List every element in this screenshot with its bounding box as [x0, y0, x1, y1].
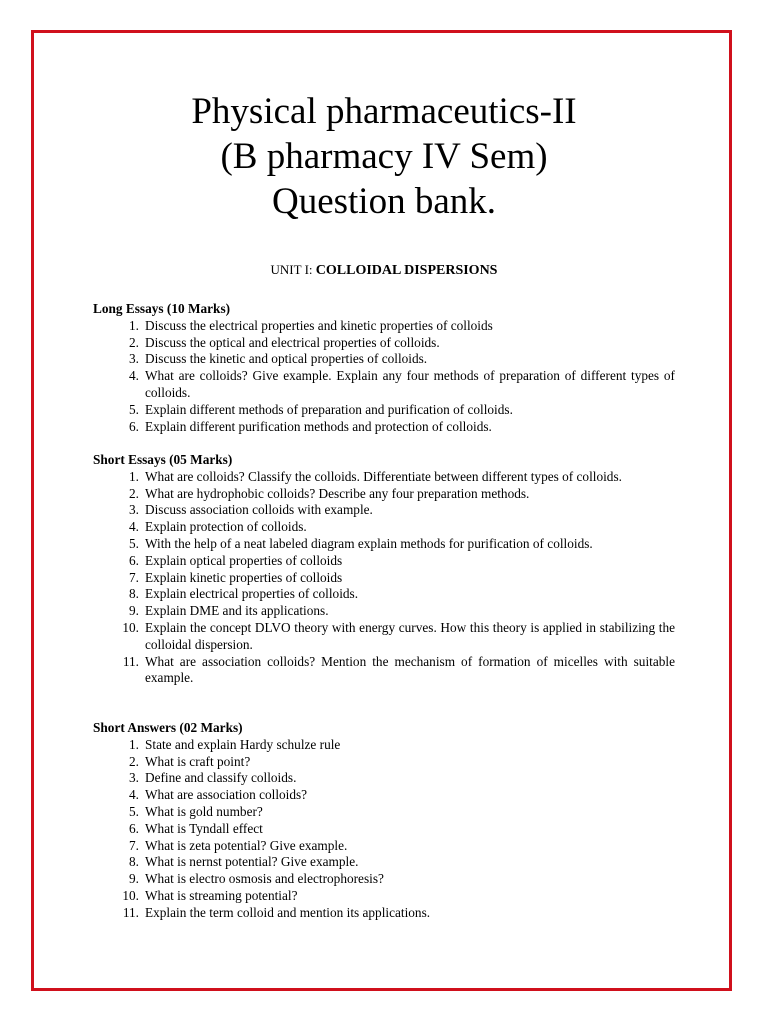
question-number: 6. [129, 552, 139, 568]
question-text: What is Tyndall effect [145, 820, 263, 836]
question-number: 1. [129, 468, 139, 484]
question-item [93, 838, 675, 855]
question-number: 9. [129, 603, 139, 619]
question-item [93, 553, 675, 570]
question-list [93, 318, 675, 436]
question-number: 10. [122, 619, 139, 635]
question-number: 1. [129, 736, 139, 752]
question-number: 5. [129, 803, 139, 819]
question-text: Define and classify colloids. [145, 770, 297, 786]
question-item [93, 536, 675, 553]
question-item [93, 770, 675, 787]
question-item [93, 318, 675, 335]
question-item [93, 888, 675, 905]
question-number: 2. [129, 485, 139, 501]
question-item [93, 519, 675, 536]
question-item [93, 804, 675, 821]
question-item [93, 754, 675, 771]
question-text: What is gold number? [145, 803, 263, 819]
question-text: Explain protection of colloids. [145, 519, 307, 535]
question-number: 10. [122, 887, 139, 903]
question-item [93, 737, 675, 754]
document-title [0, 89, 768, 224]
question-item [93, 654, 675, 688]
question-text: Explain different methods of preparation and purification of colloids. [145, 401, 513, 417]
question-number: 11. [122, 904, 139, 920]
question-item [93, 821, 675, 838]
question-text: What is zeta potential? Give example. [145, 837, 348, 853]
question-text: Explain the concept DLVO theory with energy curves. How this theory is applied in stabilizing the colloidal dispersion. [145, 619, 675, 652]
question-text: Explain kinetic properties of colloids [145, 569, 343, 585]
question-item [93, 603, 675, 620]
question-number: 11. [122, 653, 139, 669]
question-number: 8. [129, 854, 139, 870]
question-number: 4. [129, 787, 139, 803]
question-number: 2. [129, 334, 139, 350]
question-number: 7. [129, 837, 139, 853]
question-item [93, 502, 675, 519]
question-text: Explain optical properties of colloids [145, 552, 343, 568]
question-number: 2. [129, 753, 139, 769]
question-text: Discuss the electrical properties and kinetic properties of colloids [145, 317, 493, 333]
question-number: 4. [129, 368, 139, 384]
question-item [93, 402, 675, 419]
question-item [93, 905, 675, 922]
question-text: Explain the term colloid and mention its applications. [145, 904, 431, 920]
question-text: What are association colloids? [145, 787, 308, 803]
question-text: State and explain Hardy schulze rule [145, 736, 341, 752]
question-item [93, 586, 675, 603]
question-item [93, 871, 675, 888]
question-number: 6. [129, 418, 139, 434]
question-item [93, 620, 675, 654]
unit-prefix: UNIT I: [270, 262, 316, 277]
question-text: With the help of a neat labeled diagram explain methods for purification of colloids. [145, 535, 593, 551]
question-number: 5. [129, 401, 139, 417]
section-title: Short Answers (02 Marks) [93, 720, 243, 735]
question-item [93, 486, 675, 503]
question-item [93, 570, 675, 587]
question-number: 5. [129, 535, 139, 551]
question-item [93, 469, 675, 486]
title-line-3: Question bank. [271, 181, 497, 222]
question-text: What is nernst potential? Give example. [145, 854, 359, 870]
question-text: Discuss the optical and electrical properties of colloids. [145, 334, 440, 350]
question-list [93, 469, 675, 687]
question-text: Discuss association colloids with example. [145, 502, 373, 518]
title-line-1: Physical pharmaceutics-II [191, 91, 577, 132]
question-text: What is craft point? [145, 753, 251, 769]
section-long-essays [93, 301, 675, 435]
section-title: Short Essays (05 Marks) [93, 452, 233, 467]
unit-heading [0, 261, 768, 280]
question-text: What are hydrophobic colloids? Describe any four preparation methods. [145, 485, 530, 501]
question-item [93, 854, 675, 871]
title-line-2: (B pharmacy IV Sem) [220, 136, 548, 177]
question-item [93, 419, 675, 436]
question-item [93, 787, 675, 804]
section-title: Long Essays (10 Marks) [93, 301, 231, 316]
question-item [93, 351, 675, 368]
question-text: What is streaming potential? [145, 887, 298, 903]
question-number: 3. [129, 502, 139, 518]
question-number: 9. [129, 871, 139, 887]
question-text: What is electro osmosis and electrophoresis? [145, 871, 384, 887]
question-list [93, 737, 675, 922]
section-short-essays [93, 452, 675, 687]
question-text: What are colloids? Classify the colloids. Differentiate between different types of colloids. [145, 468, 622, 484]
question-text: Explain DME and its applications. [145, 603, 329, 619]
question-number: 4. [129, 519, 139, 535]
question-text: What are colloids? Give example. Explain any four methods of preparation of different types of colloids. [145, 368, 675, 400]
question-number: 3. [129, 351, 139, 367]
question-item [93, 368, 675, 402]
question-text: Discuss the kinetic and optical properties of colloids. [145, 351, 428, 367]
question-number: 6. [129, 820, 139, 836]
question-item [93, 335, 675, 352]
unit-name: COLLOIDAL DISPERSIONS [315, 263, 498, 278]
question-number: 8. [129, 586, 139, 602]
question-text: What are association colloids? Mention the mechanism of formation of micelles with suitable example. [145, 653, 675, 686]
question-number: 1. [129, 317, 139, 333]
question-text: Explain different purification methods and protection of colloids. [145, 418, 492, 434]
question-text: Explain electrical properties of colloids. [145, 586, 359, 602]
question-number: 7. [129, 569, 139, 585]
question-number: 3. [129, 770, 139, 786]
section-short-answers [93, 720, 675, 922]
